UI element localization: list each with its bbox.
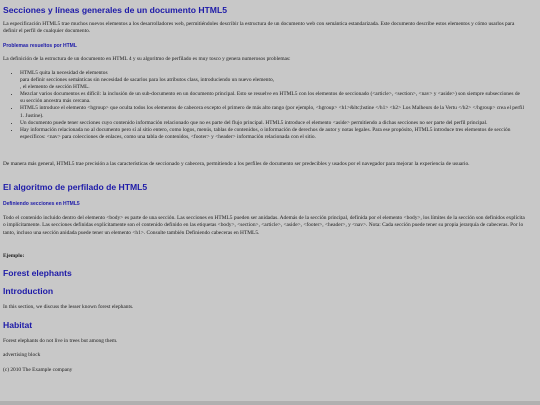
list-item: • Mezclar varios documentos es difícil: la inclusión de un sub-documento en un documento principal. Esto se resuelve en HTML5 con los elementos de seccionado (<article>, <section>, <nav> y <aside>) son siempre subsecciones de su sección ancestra más cercana. [20, 91, 526, 105]
forest-heading: Forest elephants [3, 268, 72, 278]
problems-intro: La definición de la estructura de un documento en HTML 4 y su algoritmo de perfilado es muy tosco y genera numerosos problemas: [3, 56, 291, 62]
problems-heading: Problemas resueltos por HTML [3, 43, 77, 49]
advertising-block: advertising block [3, 352, 41, 358]
defining-paragraph: Todo el contenido incluido dentro del elemento <body> es parte de una sección. Las secciones en HTML5 pueden ser anidadas. Además de la sección principal, definida por el elemento <body>, los límites de la sección son definidos explícita o implícitamente. Las secciones definidas explícitamente son el contenido definido en las etiquetas <body>, <section>, <article>, <aside>, <footer>, <header>, y <nav>. Nota: Cada sección puede tener su propia jerarquía de cabeceras. Por lo tanto, incluso una sección anidada puede tener un elemento <h1>. Consulte también Definiendo cabeceras en HTML5. [3, 215, 525, 236]
horizontal-scrollbar[interactable] [0, 401, 540, 405]
summary-paragraph: De manera más general, HTML5 trae precisión a las características de seccionado y cabecera, permitiendo a los perfiles de documento ser predecibles y usados por el navegador para mejorar la experiencia de usuario. [3, 161, 470, 167]
habitat-text: Forest elephants do not live in trees but among them. [3, 338, 118, 344]
example-label: Ejemplo: [3, 253, 25, 259]
defining-heading: Definiendo secciones en HTML5 [3, 201, 80, 207]
introduction-text: In this section, we discuss the lesser known forest elephants. [3, 304, 134, 310]
list-item: para definir secciones semánticas sin necesidad de sacarlos para los atributos class, introduciendo un nuevo elemento, [20, 77, 275, 84]
algorithm-heading: El algoritmo de perfilado de HTML5 [3, 182, 148, 192]
habitat-heading: Habitat [3, 320, 33, 330]
list-item: , el elemento de sección HTML. [20, 84, 90, 91]
list-item: • Un documento puede tener secciones cuyo contenido información relacionado que no es parte del flujo principal. HTML5 introduce el elemento <aside> permitiendo a dichas secciones no ser parte del perfil principal. [20, 120, 526, 127]
page-title: Secciones y líneas generales de un documento HTML5 [3, 5, 227, 15]
list-item: • Hay información relacionada no al documento pero sí al sitio entero, como logos, menús, tablas de contenidos, o información de derechos de autor y notas legales. Para ese propósito, HTML5 introduce tres elementos de sección específicos: <nav> para colecciones de enlaces, como una tabla de contenidos, <footer> y <header> información relacionada con el sitio. [20, 127, 526, 141]
list-item: • HTML5 quita la necesidad de elementos [20, 70, 526, 77]
copyright-footer: (c) 2010 The Example company [3, 367, 73, 373]
introduction-heading: Introduction [3, 286, 54, 296]
intro-paragraph: La especificación HTML5 trae muchos nuevos elementos a los desarrolladores web, permitiéndoles describir la estructura de un documento web con semántica estandarizada. Este documento describe estos elementos y cómo usarlos para definir el perfil de cualquier documento. [3, 21, 515, 35]
problems-list [3, 70, 526, 141]
list-item: • HTML5 introduce el elemento <hgroup> que oculta todos los elementos de cabecera excepto el primero de más alto rango (por ejemplo, <hgroup> <h1>&ltc;hstine </h1> <h2> Los Malheurs de la Vertu </h2> </hgroup> crea el perfil 1. Justine). [20, 105, 526, 119]
